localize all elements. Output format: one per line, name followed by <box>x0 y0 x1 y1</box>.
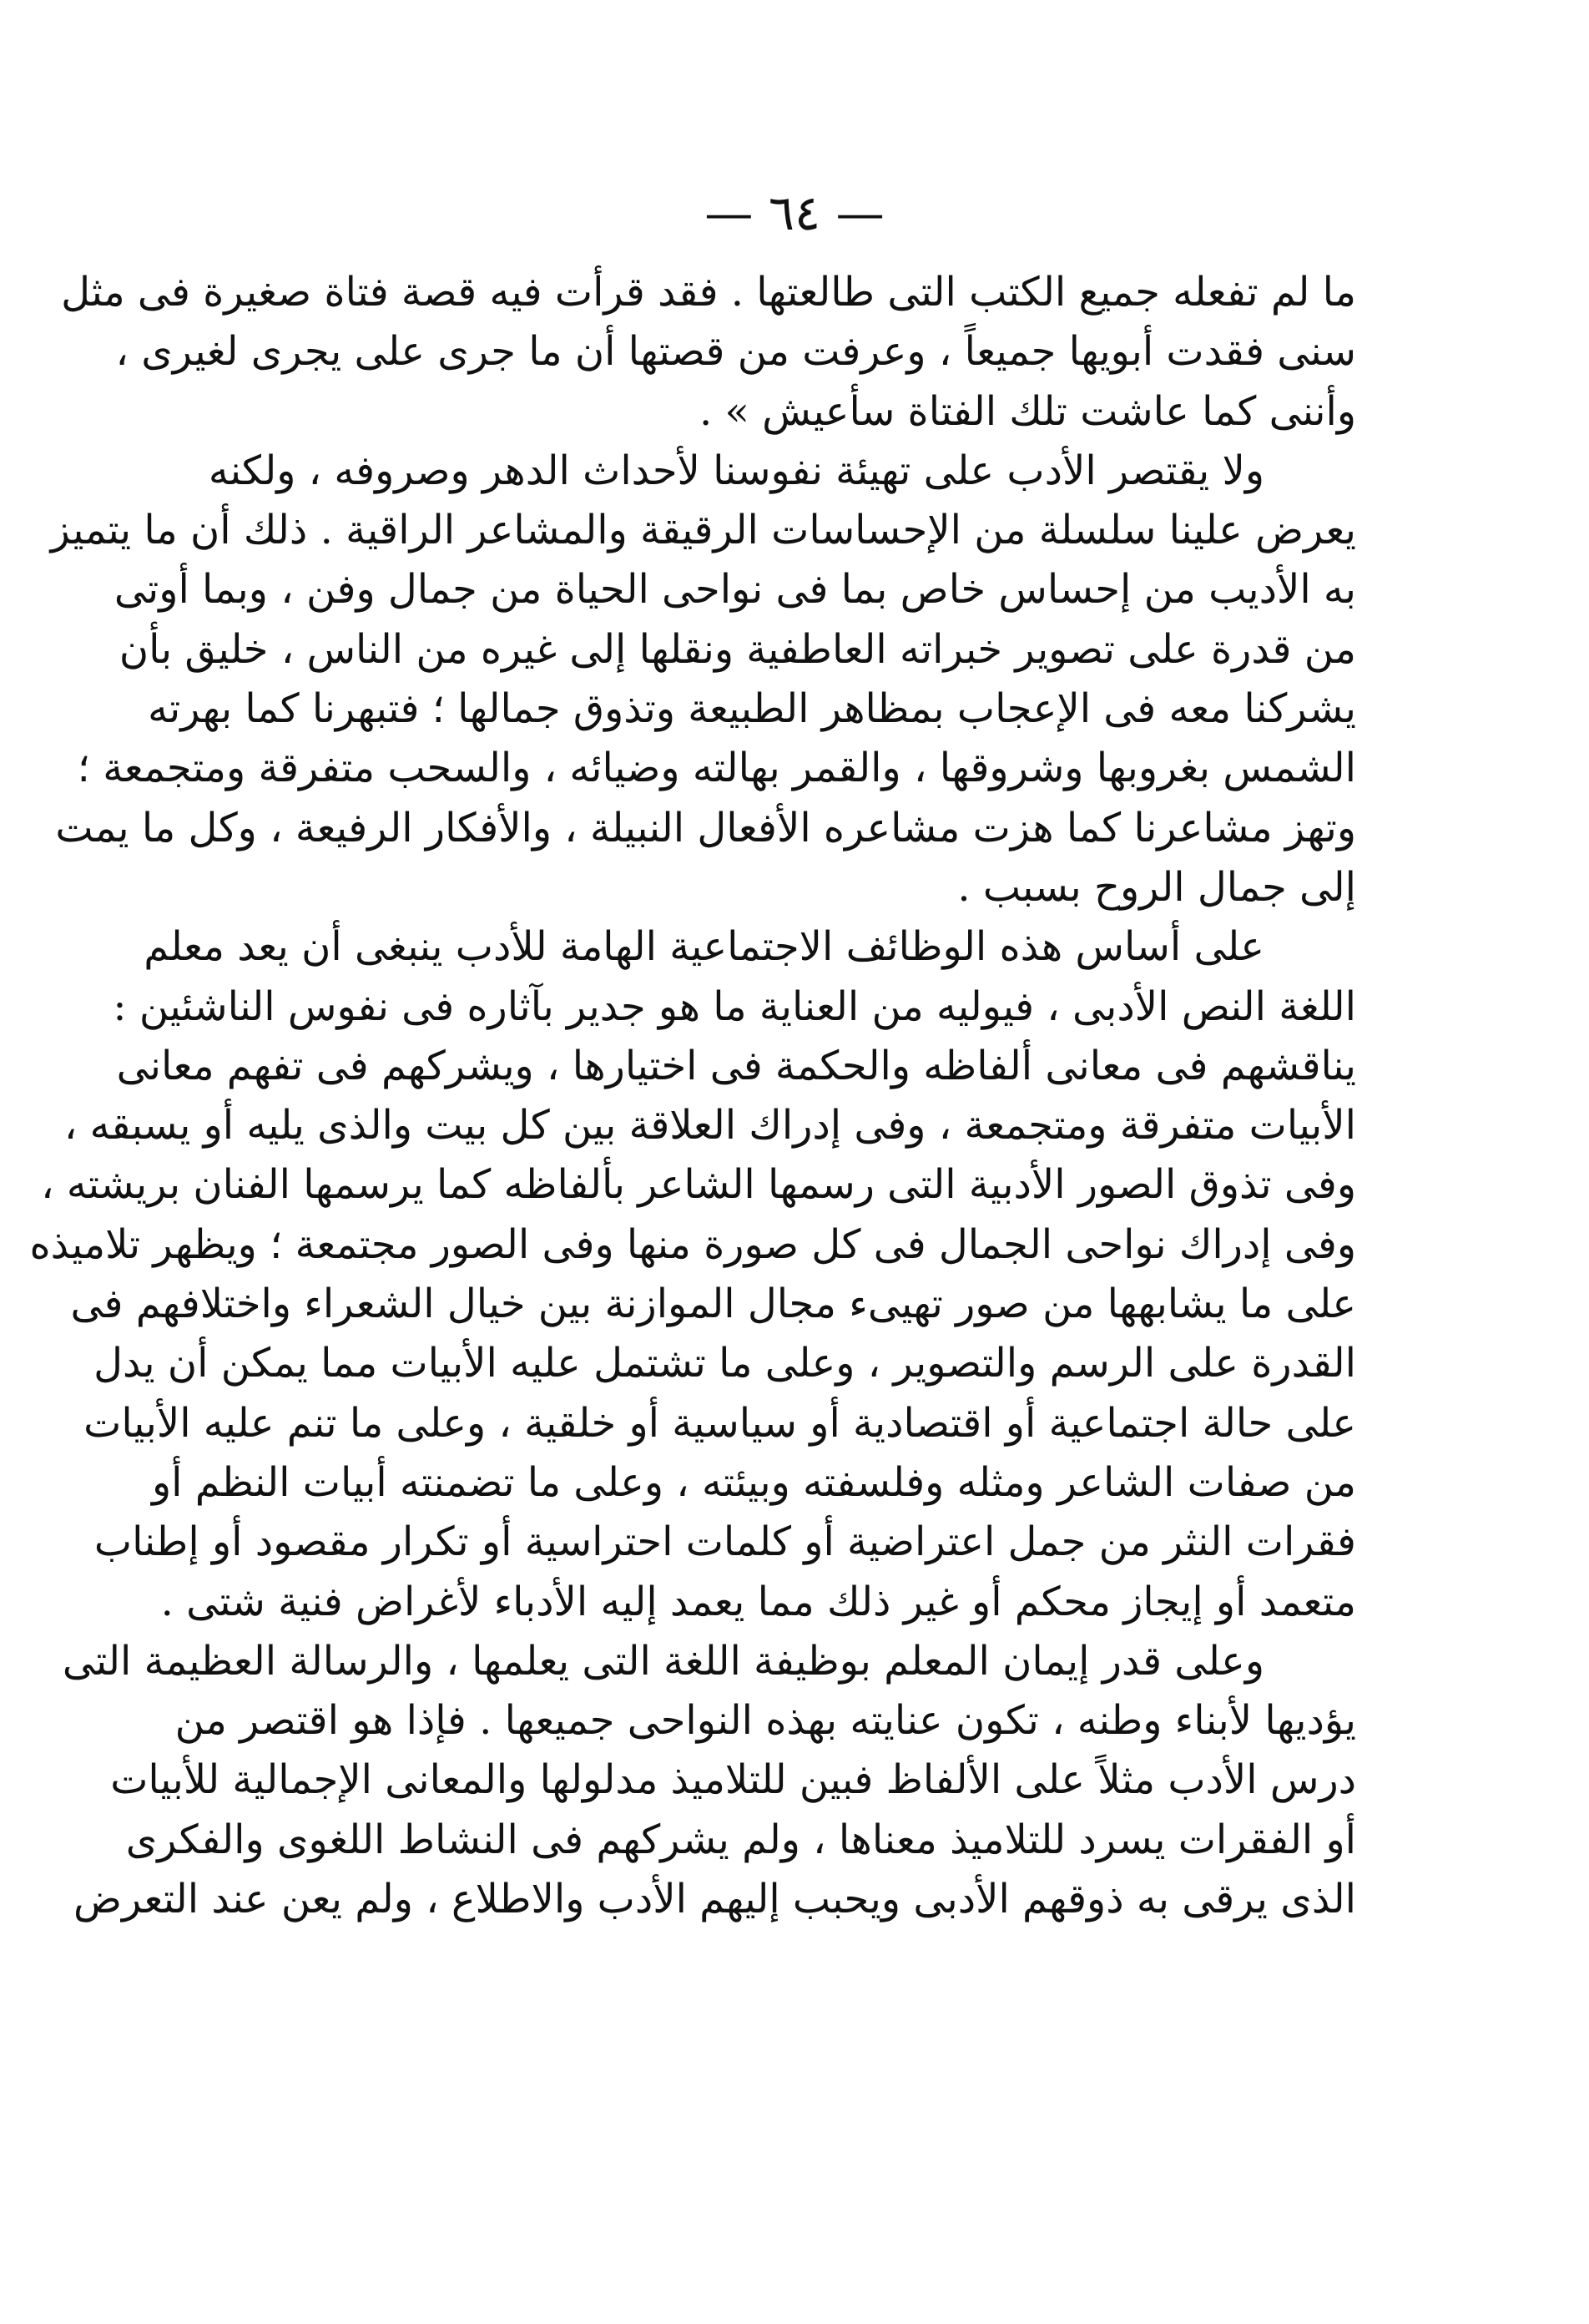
text-line: أو الفقرات يسرد للتلاميذ معناها ، ولم يشركهم فى النشاط اللغوى والفكرى <box>125 1816 1356 1863</box>
text-line: فقرات النثر من جمل اعتراضية أو كلمات احتراسية أو تكرار مقصود أو إطناب <box>93 1518 1356 1566</box>
text-line: وأننى كما عاشت تلك الفتاة سأعيش » . <box>699 387 1356 435</box>
text-line: وتهز مشاعرنا كما هزت مشاعره الأفعال النبيلة ، والأفكار الرفيعة ، وكل ما يمت <box>55 804 1356 851</box>
text-line: وفى تذوق الصور الأدبية التى رسمها الشاعر بألفاظه كما يرسمها الفنان بريشته ، <box>41 1161 1356 1209</box>
text-line: من صفات الشاعر ومثله وفلسفته وبيئته ، وعلى ما تضمنته أبيات النظم أو <box>151 1458 1356 1506</box>
body-text <box>29 263 1356 1929</box>
text-line: درس الأدب مثلاً على الألفاظ فبين للتلاميذ مدلولها والمعانى الإجمالية للأبيات <box>110 1756 1356 1804</box>
text-line: إلى جمال الروح بسبب . <box>957 863 1356 911</box>
text-line: يشركنا معه فى الإعجاب بمظاهر الطبيعة وتذوق جمالها ؛ فتبهرنا كما بهرته <box>148 685 1356 733</box>
text-line: يؤديها لأبناء وطنه ، تكون عنايته بهذه النواحى جميعها . فإذا هو اقتصر من <box>174 1697 1356 1745</box>
text-line: وفى إدراك نواحى الجمال فى كل صورة منها وفى الصور مجتمعة ؛ ويظهر تلاميذه <box>29 1220 1356 1268</box>
text-line: سنى فقدت أبويها جميعاً ، وعرفت من قصتها أن ما جرى على يجرى لغيرى ، <box>115 328 1356 376</box>
text-line: الذى يرقى به ذوقهم الأدبى ويحبب إليهم الأدب والاطلاع ، ولم يعن عند التعرض <box>73 1876 1356 1923</box>
text-line: الشمس بغروبها وشروقها ، والقمر بهالته وضيائه ، والسحب متفرقة ومتجمعة ؛ <box>77 745 1356 792</box>
paragraph-start-line: وعلى قدر إيمان المعلم بوظيفة اللغة التى يعلمها ، والرسالة العظيمة التى <box>62 1637 1264 1685</box>
text-line: متعمد أو إيجاز محكم أو غير ذلك مما يعمد إليه الأدباء لأغراض فنية شتى . <box>160 1578 1356 1625</box>
text-line: من قدرة على تصوير خبراته العاطفية ونقلها إلى غيره من الناس ، خليق بأن <box>119 625 1356 673</box>
text-line: به الأديب من إحساس خاص بما فى نواحى الحياة من جمال وفن ، وبما أوتى <box>114 566 1356 614</box>
text-line: على حالة اجتماعية أو اقتصادية أو سياسية أو خلقية ، وعلى ما تنم عليه الأبيات <box>83 1399 1356 1447</box>
text-line: يناقشهم فى معانى ألفاظه والحكمة فى اختيارها ، ويشركهم فى تفهم معانى <box>116 1042 1356 1089</box>
text-line: على ما يشابهها من صور تهيىء مجال الموازنة بين خيال الشعراء واختلافهم فى <box>70 1281 1356 1328</box>
page-number: — ٦٤ — <box>704 184 885 241</box>
text-line: ما لم تفعله جميع الكتب التى طالعتها . فقد قرأت فيه قصة فتاة صغيرة فى مثل <box>61 269 1356 316</box>
text-line: الأبيات متفرقة ومتجمعة ، وفى إدراك العلاقة بين كل بيت والذى يليه أو يسبقه ، <box>63 1102 1356 1149</box>
text-line: اللغة النص الأدبى ، فيوليه من العناية ما هو جدير بآثاره فى نفوس الناشئين : <box>113 983 1356 1030</box>
text-line: يعرض علينا سلسلة من الإحساسات الرقيقة والمشاعر الراقية . ذلك أن ما يتميز <box>50 507 1356 554</box>
text-line: القدرة على الرسم والتصوير ، وعلى ما تشتمل عليه الأبيات مما يمكن أن يدل <box>93 1340 1356 1387</box>
paragraph-start-line: ولا يقتصر الأدب على تهيئة نفوسنا لأحداث الدهر وصروفه ، ولكنه <box>208 447 1264 494</box>
paragraph-start-line: على أساس هذه الوظائف الاجتماعية الهامة للأدب ينبغى أن يعد معلم <box>144 923 1264 971</box>
